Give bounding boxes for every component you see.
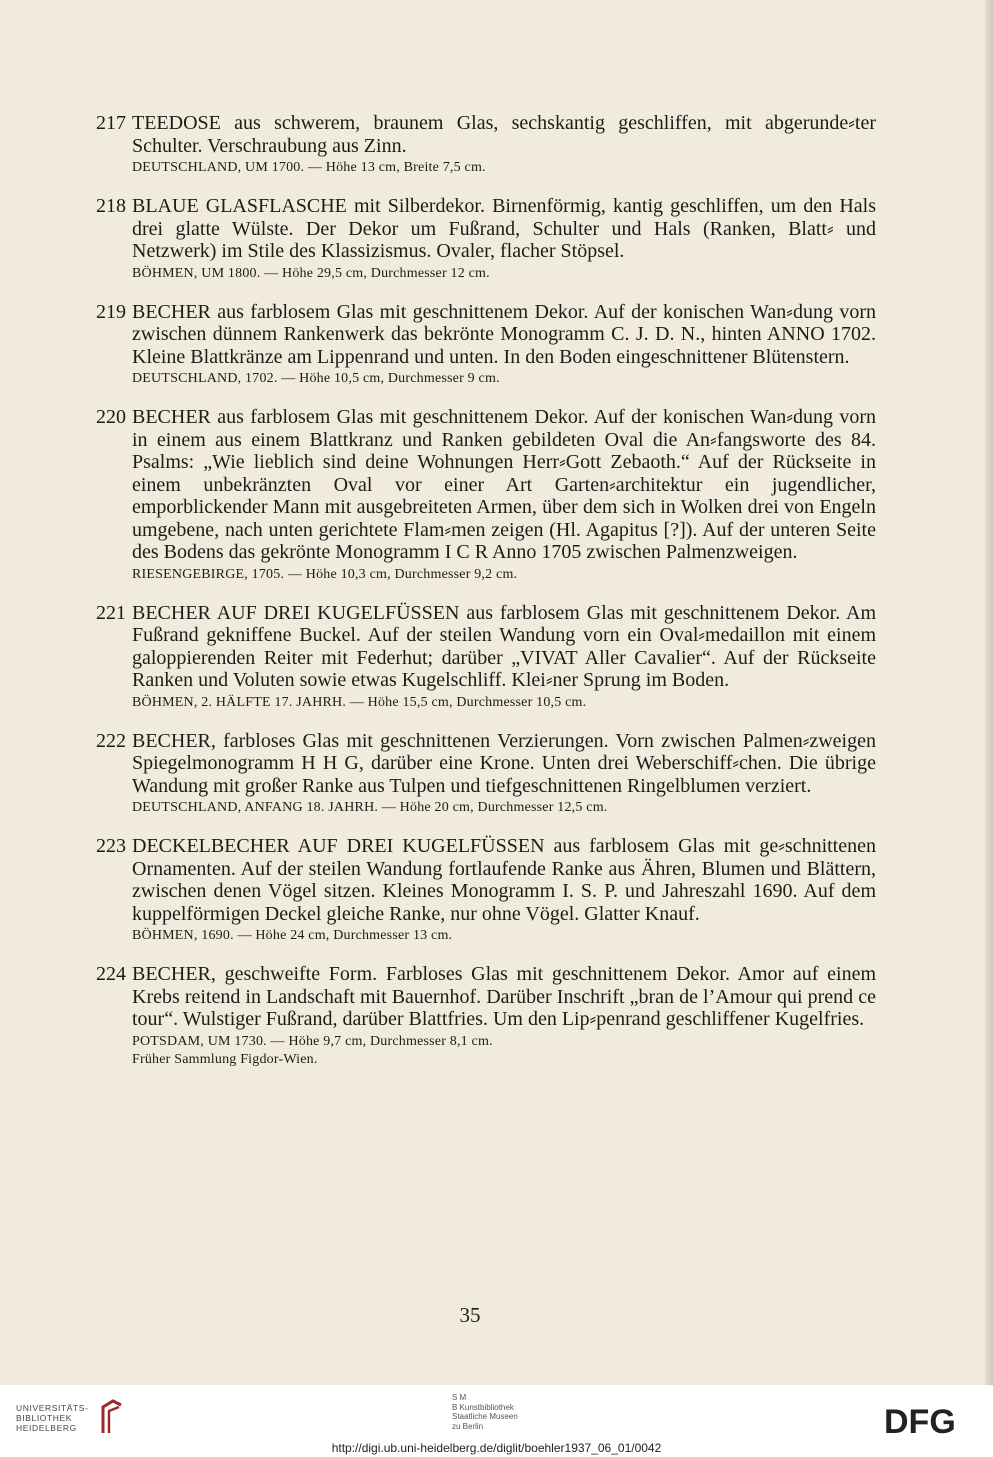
university-name [16,1403,89,1433]
entry-description [96,602,876,692]
entry-number: 219 [96,300,126,323]
center-logo-line: S M [452,1393,467,1402]
catalog-entry [96,602,876,712]
center-logo-line: B Kunstbibliothek [452,1402,514,1412]
footer-bar [0,1385,993,1457]
entry-number: 217 [96,112,126,134]
page-edge [985,0,993,1385]
entry-number: 223 [96,835,126,857]
entry-text: TEEDOSE aus schwerem, braunem Glas, sechskantig geschliffen, mit abgerunde⸗ter Schulter. Verschraubung aus Zinn. [132,112,876,157]
university-library-logo[interactable] [16,1399,125,1440]
entry-text: BECHER, geschweifte Form. Farbloses Glas mit geschnittenem Dekor. Amor auf einem Krebs reitend in Landschaft mit Bauernhof. Darüber Inschrift „bran de l’Amour qui prend ce tour“. Wulstiger Fußrand, darüber Blattfries. Um den Lip⸗penrand geschliffener Kugelfries. [132,963,876,1030]
entry-number: 220 [96,406,126,428]
entry-text: BECHER aus farblosem Glas mit geschnittenem Dekor. Auf der konischen Wan⸗dung vorn in einem aus einem Blattkranz und Ranken gebildeten Oval die An⸗fangsworte des 84. Psalms: „Wie lieblich sind deine Wohnungen Herr⸗Gott Zebaoth.“ Auf der Rückseite in einem unbekränzten Oval vor einer Art Garten⸗architektur ein jugendlicher, emporblickender Mann mit ausgebreiteten Armen, über dem sich in Wolken drei von Engeln umgebene, nach unten gerichtete Flam⸗men zeigen (Hl. Agapitus [?]). Auf der unteren Seite des Bodens das gekrönte Monogramm I C R Anno 1705 zwischen Palmenzweigen. [132,406,876,563]
entry-description [96,301,876,369]
university-line: BIBLIOTHEK [16,1413,73,1423]
entry-description [96,406,876,564]
catalog-entry [96,406,876,584]
dfg-logo-mark [884,1405,980,1437]
entry-number: 224 [96,963,126,985]
entry-origin-dimensions: POTSDAM, UM 1730. — Höhe 9,7 cm, Durchmesser 8,1 cm. [132,1033,493,1049]
entry-text: BECHER, farbloses Glas mit geschnittenen Verzierungen. Vorn zwischen Palmen⸗zweigen Spiegelmonogramm H H G, darüber eine Krone. Unten drei Weberschiff⸗chen. Die übrige Wandung mit großer Ranke aus Tulpen und tiefgeschnittenen Ringelblumen verziert. [132,729,876,797]
entry-provenance: Früher Sammlung Figdor-Wien. [132,1051,318,1067]
university-line: HEIDELBERG [16,1423,77,1433]
entry-origin-dimensions: DEUTSCHLAND, UM 1700. — Höhe 13 cm, Breite 7,5 cm. [132,160,486,175]
kunstbibliothek-logo[interactable] [452,1393,572,1431]
entry-number: 218 [96,195,126,217]
catalog-entry [96,835,876,945]
catalog-entry [96,730,876,818]
catalog-entry [96,301,876,389]
catalog-entry [96,963,876,1069]
entry-origin-dimensions: BÖHMEN, UM 1800. — Höhe 29,5 cm, Durchmesser 12 cm. [132,265,490,281]
dfg-text: DFG [884,1405,956,1437]
entry-number: 222 [96,729,126,752]
entry-text: BECHER AUF DREI KUGELFÜSSEN aus farblosem Glas mit geschnittenem Dekor. Am Fußrand gekniffene Buckel. Auf der steilen Wandung vorn ein Oval⸗medaillon mit einem galoppierenden Reiter mit Federhut; darüber „VIVAT Aller Cavalier“. Auf der Rückseite Ranken und Voluten sowie etwas Kugelschliff. Klei⸗ner Sprung im Boden. [132,601,876,691]
dfg-logo[interactable] [884,1405,980,1442]
entry-origin-dimensions: RIESENGEBIRGE, 1705. — Höhe 10,3 cm, Durchmesser 9,2 cm. [132,566,518,582]
entry-description [96,835,876,925]
catalog-entry [96,112,876,177]
permalink-url[interactable]: http://digi.ub.uni-heidelberg.de/diglit/boehler1937_06_01/0042 [331,1441,662,1455]
entry-text: DECKELBECHER AUF DREI KUGELFÜSSEN aus farblosem Glas mit ge⸗schnittenen Ornamenten. Auf der steilen Wandung fortlaufende Ranke aus Ähren, Blumen und Blättern, zwischen denen Vögel sitzen. Kleines Monogramm I. S. P. und Jahreszahl 1690. Auf dem kuppelförmigen Deckel gleiche Ranke, nur ohne Vögel. Glatter Knauf. [132,835,876,925]
entry-origin-dimensions: DEUTSCHLAND, 1702. — Höhe 10,5 cm, Durchmesser 9 cm. [132,371,500,386]
catalog-entries [96,112,876,1087]
catalog-entry [96,195,876,283]
entry-text: BECHER aus farblosem Glas mit geschnittenem Dekor. Auf der konischen Wan⸗dung vorn zwischen dünnem Rankenwerk das bekrönte Monogramm C. J. D. N., hinten ANNO 1702. Kleine Blattkränze am Lippenrand und unten. In den Boden eingeschnittener Blütenstern. [132,300,876,368]
entry-origin-dimensions: BÖHMEN, 1690. — Höhe 24 cm, Durchmesser 13 cm. [132,928,453,943]
center-logo-line: Staatliche Museen [452,1412,518,1421]
entry-number: 221 [96,601,126,624]
entry-description [96,112,876,157]
page-number: 35 [459,1303,481,1327]
university-emblem-icon [99,1399,125,1440]
university-line: UNIVERSITÄTS- [16,1403,89,1413]
center-logo-line: zu Berlin [452,1421,484,1431]
entry-description [96,195,876,263]
entry-text: BLAUE GLASFLASCHE mit Silberdekor. Birnenförmig, kantig geschliffen, um den Hals drei glatte Wülste. Der Dekor um Fußrand, Schulter und Hals (Ranken, Blatt⸗ und Netzwerk) im Stile des Klassizismus. Ovaler, flacher Stöpsel. [132,195,876,262]
entry-description [96,963,876,1031]
entry-description [96,730,876,798]
entry-origin-dimensions: DEUTSCHLAND, ANFANG 18. JAHRH. — Höhe 20 cm, Durchmesser 12,5 cm. [132,800,608,815]
entry-origin-dimensions: BÖHMEN, 2. HÄLFTE 17. JAHRH. — Höhe 15,5 cm, Durchmesser 10,5 cm. [132,694,587,710]
